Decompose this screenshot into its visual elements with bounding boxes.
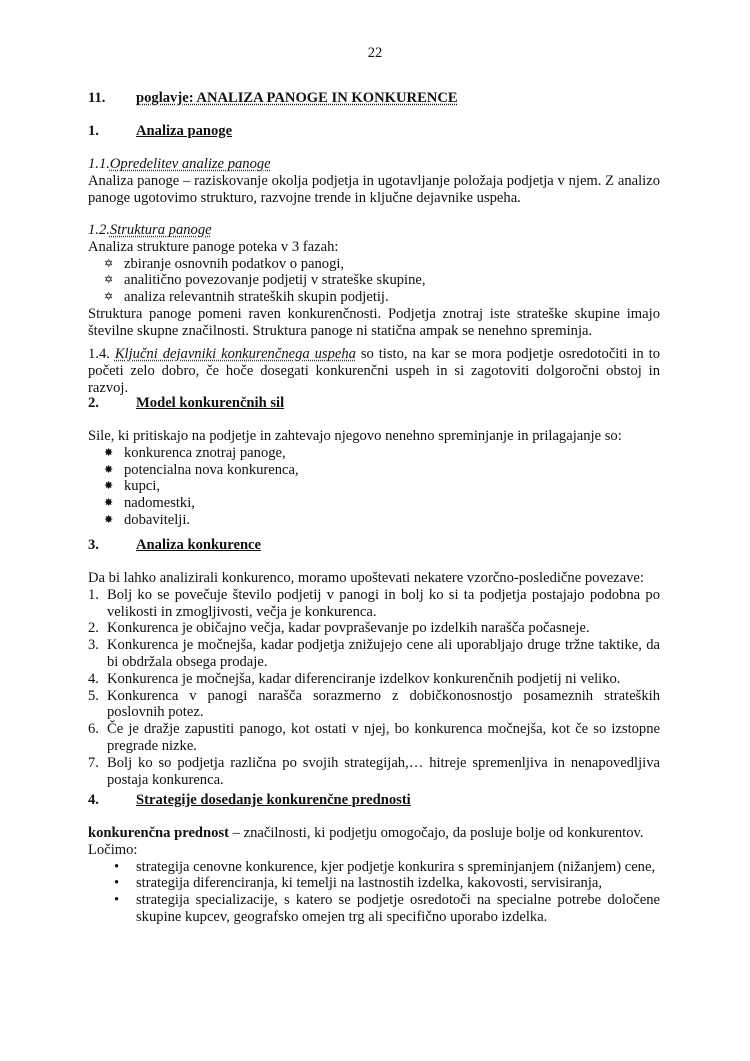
section-title: Strategije dosedanje konkurenčne prednosti xyxy=(136,792,411,808)
strategy-list xyxy=(88,859,660,926)
paragraph: Ločimo: xyxy=(88,841,138,858)
list-item-text: strategija cenovne konkurence, kjer podjetje konkurira s spreminjanjem (nižanjem) cene, xyxy=(136,858,656,875)
paragraph: Da bi lahko analizirali konkurenco, moramo upoštevati nekatere vzorčno-posledične povezave: xyxy=(88,570,644,586)
chapter-heading xyxy=(88,90,660,107)
section-heading-3 xyxy=(88,537,660,554)
list-number: 1. xyxy=(88,586,99,603)
star-of-david-icon: ✡ xyxy=(104,274,114,287)
list-item xyxy=(88,512,660,529)
list-item-text: zbiranje osnovnih podatkov o panogi, xyxy=(124,255,345,272)
star-of-david-icon: ✡ xyxy=(104,257,114,270)
list-item xyxy=(88,755,660,789)
bullet-dot-icon: • xyxy=(114,875,120,892)
chapter-number: 11. xyxy=(88,90,106,106)
subsection-title: Struktura panoge xyxy=(109,222,212,238)
list-item xyxy=(88,620,660,637)
list-item xyxy=(88,637,660,671)
asterisk-star-icon: ✸ xyxy=(104,497,114,510)
subsection-heading xyxy=(88,156,660,173)
subsection-1-1 xyxy=(88,156,660,206)
section-2-body xyxy=(88,428,660,529)
paragraph-text: so tisto, na kar se mora podjetje osredotočiti in to početi zelo dobro, če hoče dosegati konkurenčni uspeh in si zagotoviti dolgoročni obstoj in razvoj. xyxy=(88,346,660,396)
subsection-number: 1.1. xyxy=(88,156,110,172)
chapter-title: poglavje: ANALIZA PANOGE IN KONKURENCE xyxy=(136,90,458,106)
list-item-text: strategija specializacije, s katero se podjetje osredotoči na specialne potrebe določene skupine kupcev, geografsko omejen trg ali specifično uporabo izdelka. xyxy=(136,892,660,925)
paragraph: Struktura panoge pomeni raven konkurenčnosti. Podjetja znotraj iste strateške skupine imajo številne skupne značilnosti. Struktura panoge ni statična ampak se nenehno spreminja. xyxy=(88,305,660,339)
list-item xyxy=(88,478,660,495)
asterisk-star-icon: ✸ xyxy=(104,463,114,476)
bullet-dot-icon: • xyxy=(114,858,120,875)
list-item-text: Če je dražje zapustiti panogo, kot ostati v njej, bo konkurenca močnejša, kot če so izstopne pregrade nizke. xyxy=(107,721,660,754)
list-item xyxy=(88,272,660,289)
subsection-number: 1.4. xyxy=(88,346,110,362)
list-number: 6. xyxy=(88,721,99,738)
section-heading-2 xyxy=(88,395,660,412)
paragraph: Analiza panoge – raziskovanje okolja podjetja in ugotavljanje položaja podjetja v njem. Z analizo panoge ugotovimo strukturo, razvojne trende in ključne dejavnike uspeha. xyxy=(88,172,660,206)
subsection-number: 1.2. xyxy=(88,222,110,238)
list-item-text: nadomestki, xyxy=(124,495,195,512)
section-number: 2. xyxy=(88,395,99,411)
subsection-1-2 xyxy=(88,222,660,340)
section-heading-1 xyxy=(88,123,660,140)
section-heading-4 xyxy=(88,792,660,809)
subsection-title: Opredelitev analize panoge xyxy=(109,156,271,172)
list-number: 5. xyxy=(88,687,99,704)
list-item-text: potencialna nova konkurenca, xyxy=(124,461,299,478)
list-item xyxy=(88,859,660,876)
paragraph: Analiza strukture panoge poteka v 3 fazah: xyxy=(88,238,339,255)
section-number: 4. xyxy=(88,792,99,808)
list-item-text: analiza relevantnih strateških skupin podjetij. xyxy=(124,289,389,306)
subsection-heading xyxy=(88,222,660,239)
list-item-text: Bolj ko so podjetja različna po svojih strategijah,… hitreje spremenljiva in nenapovedljiva postaja konkurenca. xyxy=(107,754,660,788)
list-item-text: Konkurenca v panogi narašča sorazmerno z dobičkonosnostjo posameznih strateških poslovnih potez. xyxy=(107,687,660,721)
list-item-text: konkurenca znotraj panoge, xyxy=(124,444,286,461)
defined-term: konkurenčna prednost xyxy=(88,825,229,841)
list-item-text: Bolj ko se povečuje število podjetij v panogi in bolj ko si ta podjetja postajajo podobna po velikosti in zmogljivosti, večja je konkurenca. xyxy=(107,586,660,620)
forces-list xyxy=(88,445,660,529)
paragraph xyxy=(88,825,660,842)
page-number: 22 xyxy=(367,45,383,61)
list-item xyxy=(88,445,660,462)
list-number: 2. xyxy=(88,620,99,637)
list-item xyxy=(88,688,660,722)
list-item-text: strategija diferenciranja, ki temelji na lastnostih izdelka, kakovosti, servisiranja, xyxy=(136,875,603,892)
section-title: Model konkurenčnih sil xyxy=(136,395,285,411)
phase-list xyxy=(88,256,660,306)
definition-text: – značilnosti, ki podjetju omogočajo, da posluje bolje od konkurentov. xyxy=(229,825,644,841)
list-item-text: dobavitelji. xyxy=(124,511,191,528)
list-item xyxy=(88,892,660,926)
section-title: Analiza konkurence xyxy=(136,537,262,553)
list-item-text: analitično povezovanje podjetij v strateške skupine, xyxy=(124,272,426,289)
section-3-body xyxy=(88,570,660,788)
list-item-text: Konkurenca je močnejša, kadar diferenciranje izdelkov konkurenčnih podjetij ni veliko. xyxy=(107,670,621,687)
paragraph xyxy=(88,346,660,396)
section-number: 3. xyxy=(88,537,99,553)
asterisk-star-icon: ✸ xyxy=(104,513,114,526)
section-4-body xyxy=(88,825,660,926)
list-item xyxy=(88,495,660,512)
bullet-dot-icon: • xyxy=(114,892,120,909)
asterisk-star-icon: ✸ xyxy=(104,480,114,493)
list-item xyxy=(88,875,660,892)
list-item xyxy=(88,462,660,479)
list-item xyxy=(88,289,660,306)
star-of-david-icon: ✡ xyxy=(104,291,114,304)
list-item xyxy=(88,721,660,755)
section-title: Analiza panoge xyxy=(136,123,233,139)
asterisk-star-icon: ✸ xyxy=(104,446,114,459)
list-item-text: Konkurenca je običajno večja, kadar povpraševanje po izdelkih narašča počasneje. xyxy=(107,620,590,637)
numbered-list xyxy=(88,587,660,789)
section-number: 1. xyxy=(88,123,99,139)
subsection-1-4 xyxy=(88,346,660,396)
list-number: 4. xyxy=(88,670,99,687)
list-item xyxy=(88,256,660,273)
paragraph: Sile, ki pritiskajo na podjetje in zahtevajo njegovo nenehno spreminjanje in prilagajanje so: xyxy=(88,428,622,444)
list-item xyxy=(88,587,660,621)
list-item xyxy=(88,671,660,688)
list-item-text: Konkurenca je močnejša, kadar podjetja znižujejo cene ali uporabljajo druge tržne taktike, da bi obdržala obsega prodaje. xyxy=(107,637,660,670)
list-number: 3. xyxy=(88,637,99,654)
list-number: 7. xyxy=(88,754,99,771)
subsection-title: Ključni dejavniki konkurenčnega uspeha xyxy=(114,346,356,362)
list-item-text: kupci, xyxy=(124,478,161,495)
